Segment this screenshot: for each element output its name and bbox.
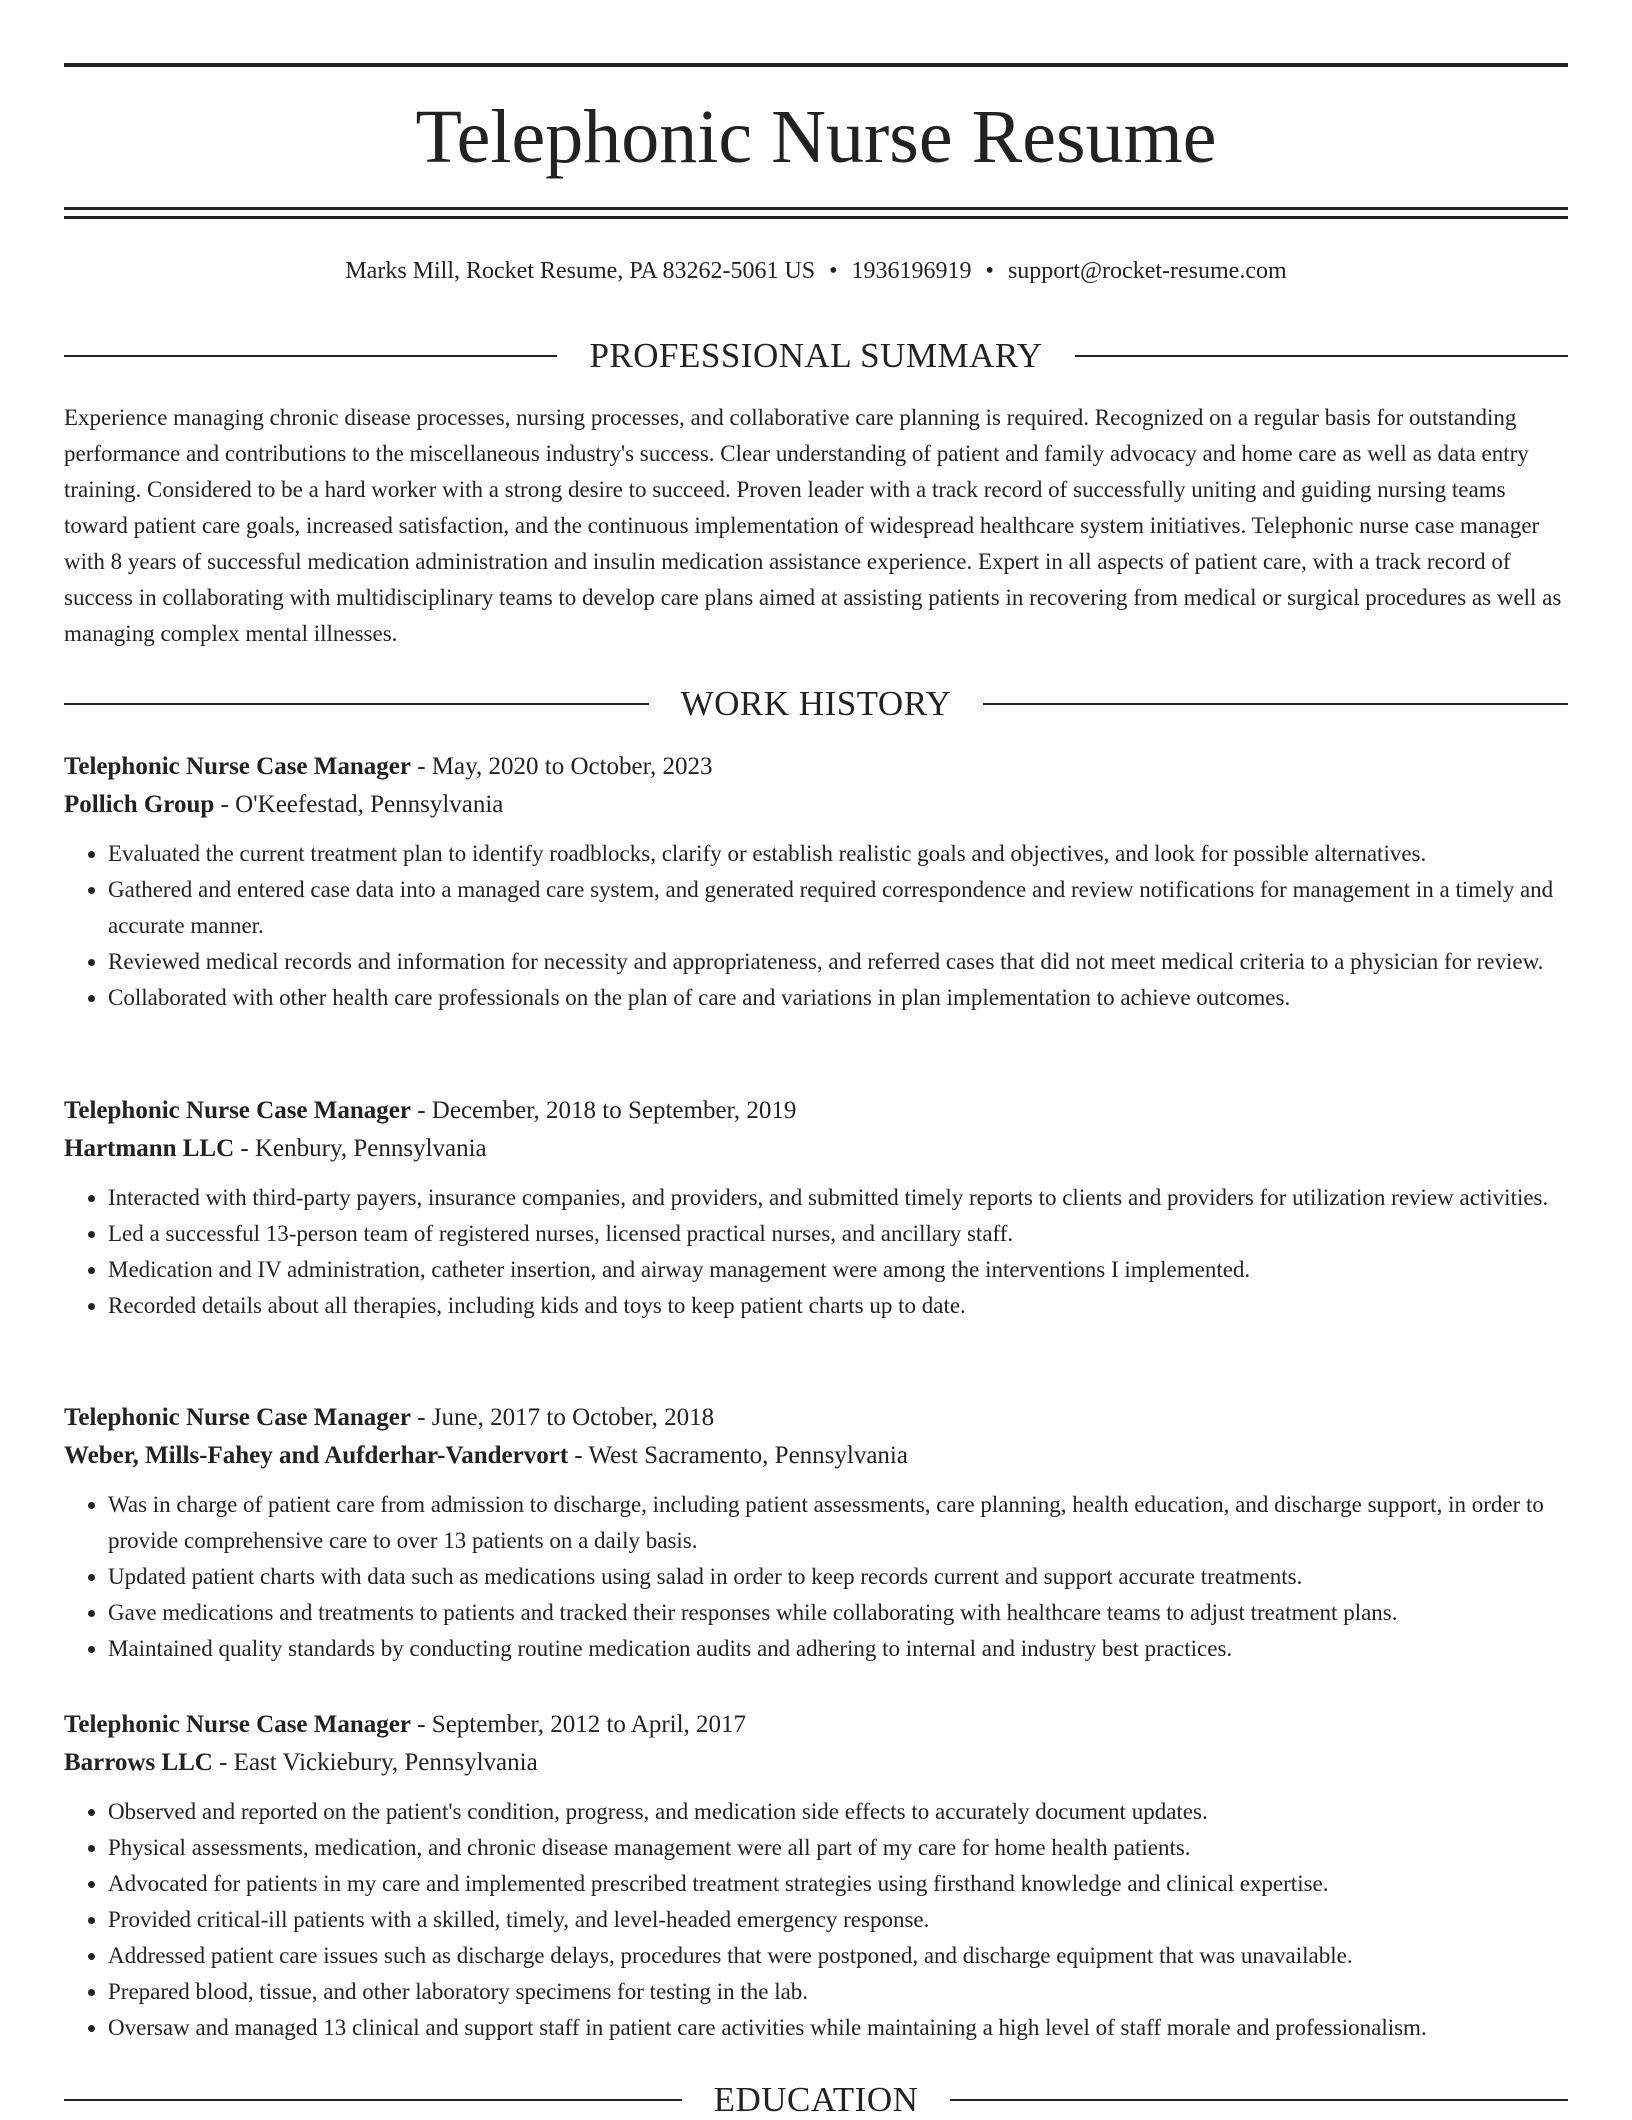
job-location: - West Sacramento, Pennsylvania <box>568 1442 908 1469</box>
title-rule-lower <box>64 216 1568 219</box>
job-company: Weber, Mills-Fahey and Aufderhar-Vandervort <box>64 1442 569 1469</box>
job-bullet: • Gathered and entered case data into a managed care system, and generated required correspondence and review notifications for management in a timely and accurate manner. <box>108 872 1568 944</box>
contact-email: support@rocket-resume.com <box>1007 258 1287 284</box>
job-entry <box>64 748 1568 1016</box>
job-bullet: • Oversaw and managed 13 clinical and support staff in patient care activities while maintaining a high level of staff morale and professionalism. <box>108 2010 1568 2046</box>
job-entry <box>64 1399 1568 1667</box>
job-location: - Kenbury, Pennsylvania <box>234 1135 487 1162</box>
job-title: Telephonic Nurse Case Manager <box>64 753 411 780</box>
job-bullet: • Recorded details about all therapies, including kids and toys to keep patient charts up to date. <box>108 1288 1568 1324</box>
section-rule-right <box>950 2099 1568 2101</box>
contact-separator: • <box>829 258 838 284</box>
job-bullet: • Updated patient charts with data such as medications using salad in order to keep records current and support accurate treatments. <box>108 1559 1568 1595</box>
job-company: Barrows LLC <box>64 1749 213 1776</box>
contact-phone: 1936196919 <box>851 258 972 284</box>
job-bullet: • Interacted with third-party payers, insurance companies, and providers, and submitted timely reports to clients and providers for utilization review activities. <box>108 1180 1568 1216</box>
section-rule-left <box>64 703 649 705</box>
job-bullet: • Observed and reported on the patient's condition, progress, and medication side effects to accurately document updates. <box>108 1794 1568 1830</box>
job-bullet-list <box>64 1180 1568 1324</box>
job-title: Telephonic Nurse Case Manager <box>64 1097 411 1124</box>
professional-summary-text: Experience managing chronic disease processes, nursing processes, and collaborative care planning is required. Recognized on a regular basis for outstanding performance and contributions to the miscellaneous industry's success. Clear understanding of patient and family advocacy and home care as well as data entry training. Considered to be a hard worker with a strong desire to succeed. Proven leader with a track record of successfully uniting and guiding nursing teams toward patient care goals, increased satisfaction, and the continuous implementation of widespread healthcare system initiatives. Telephonic nurse case manager with 8 years of successful medication administration and insulin medication assistance experience. Expert in all aspects of patient care, with a track record of success in collaborating with multidisciplinary teams to develop care plans aimed at assisting patients in recovering from medical or surgical procedures as well as managing complex mental illnesses. <box>64 405 1562 646</box>
job-bullet-list <box>64 1794 1568 2046</box>
job-bullet: • Led a successful 13-person team of registered nurses, licensed practical nurses, and ancillary staff. <box>108 1216 1568 1252</box>
job-bullet: • Advocated for patients in my care and implemented prescribed treatment strategies using firsthand knowledge and clinical expertise. <box>108 1866 1568 1902</box>
section-rule-right <box>983 703 1568 705</box>
job-dates: - June, 2017 to October, 2018 <box>410 1404 715 1431</box>
job-bullet: • Gave medications and treatments to patients and tracked their responses while collaborating with healthcare teams to adjust treatment plans. <box>108 1595 1568 1631</box>
job-bullet: • Prepared blood, tissue, and other laboratory specimens for testing in the lab. <box>108 1974 1568 2010</box>
section-header-summary <box>64 336 1568 376</box>
job-title-line <box>64 1399 1568 1437</box>
job-bullet: • Addressed patient care issues such as discharge delays, procedures that were postponed, and discharge equipment that was unavailable. <box>108 1938 1568 1974</box>
job-entry <box>64 1706 1568 2046</box>
section-header-work <box>64 684 1568 724</box>
top-rule <box>64 63 1568 67</box>
section-rule-left <box>64 355 557 357</box>
job-bullet: • Collaborated with other health care professionals on the plan of care and variations in plan implementation to achieve outcomes. <box>108 980 1568 1016</box>
resume-title: Telephonic Nurse Resume <box>415 95 1217 179</box>
job-entry <box>64 1092 1568 1324</box>
job-dates: - December, 2018 to September, 2019 <box>410 1097 797 1124</box>
section-header-education <box>64 2080 1568 2120</box>
job-company-line <box>64 1130 1568 1168</box>
job-title-line <box>64 1706 1568 1744</box>
job-title-line <box>64 748 1568 786</box>
section-rule-right <box>1075 355 1568 357</box>
job-bullet-list <box>64 836 1568 1016</box>
job-dates: - September, 2012 to April, 2017 <box>410 1711 747 1738</box>
job-location: - O'Keefestad, Pennsylvania <box>214 791 504 818</box>
job-company-line <box>64 786 1568 824</box>
job-bullet: • Maintained quality standards by conducting routine medication audits and adhering to internal and industry best practices. <box>108 1631 1568 1667</box>
job-company: Pollich Group <box>64 791 215 818</box>
job-dates: - May, 2020 to October, 2023 <box>410 753 713 780</box>
job-bullet: • Evaluated the current treatment plan to identify roadblocks, clarify or establish realistic goals and objectives, and look for possible alternatives. <box>108 836 1568 872</box>
job-location: - East Vickiebury, Pennsylvania <box>212 1749 538 1776</box>
title-rule-upper <box>64 207 1568 210</box>
job-company-line <box>64 1744 1568 1782</box>
job-title-line <box>64 1092 1568 1130</box>
contact-separator: • <box>985 258 994 284</box>
job-bullet-list <box>64 1487 1568 1667</box>
job-bullet: • Physical assessments, medication, and chronic disease management were all part of my care for home health patients. <box>108 1830 1568 1866</box>
job-company-line <box>64 1437 1568 1475</box>
job-bullet: • Medication and IV administration, catheter insertion, and airway management were among the interventions I implemented. <box>108 1252 1568 1288</box>
job-bullet: • Reviewed medical records and information for necessity and appropriateness, and referred cases that did not meet medical criteria to a physician for review. <box>108 944 1568 980</box>
section-title-summary: PROFESSIONAL SUMMARY <box>589 336 1043 375</box>
contact-line <box>64 255 1568 287</box>
section-rule-left <box>64 2099 682 2101</box>
job-bullet: • Was in charge of patient care from admission to discharge, including patient assessments, care planning, health education, and discharge support, in order to provide comprehensive care to over 13 patients on a daily basis. <box>108 1487 1568 1559</box>
contact-address: Marks Mill, Rocket Resume, PA 83262-5061 US <box>345 258 816 284</box>
section-title-education: EDUCATION <box>713 2080 919 2119</box>
job-bullet: • Provided critical-ill patients with a skilled, timely, and level-headed emergency response. <box>108 1902 1568 1938</box>
job-title: Telephonic Nurse Case Manager <box>64 1711 411 1738</box>
job-company: Hartmann LLC <box>64 1135 235 1162</box>
section-title-work: WORK HISTORY <box>680 684 952 723</box>
job-title: Telephonic Nurse Case Manager <box>64 1404 411 1431</box>
